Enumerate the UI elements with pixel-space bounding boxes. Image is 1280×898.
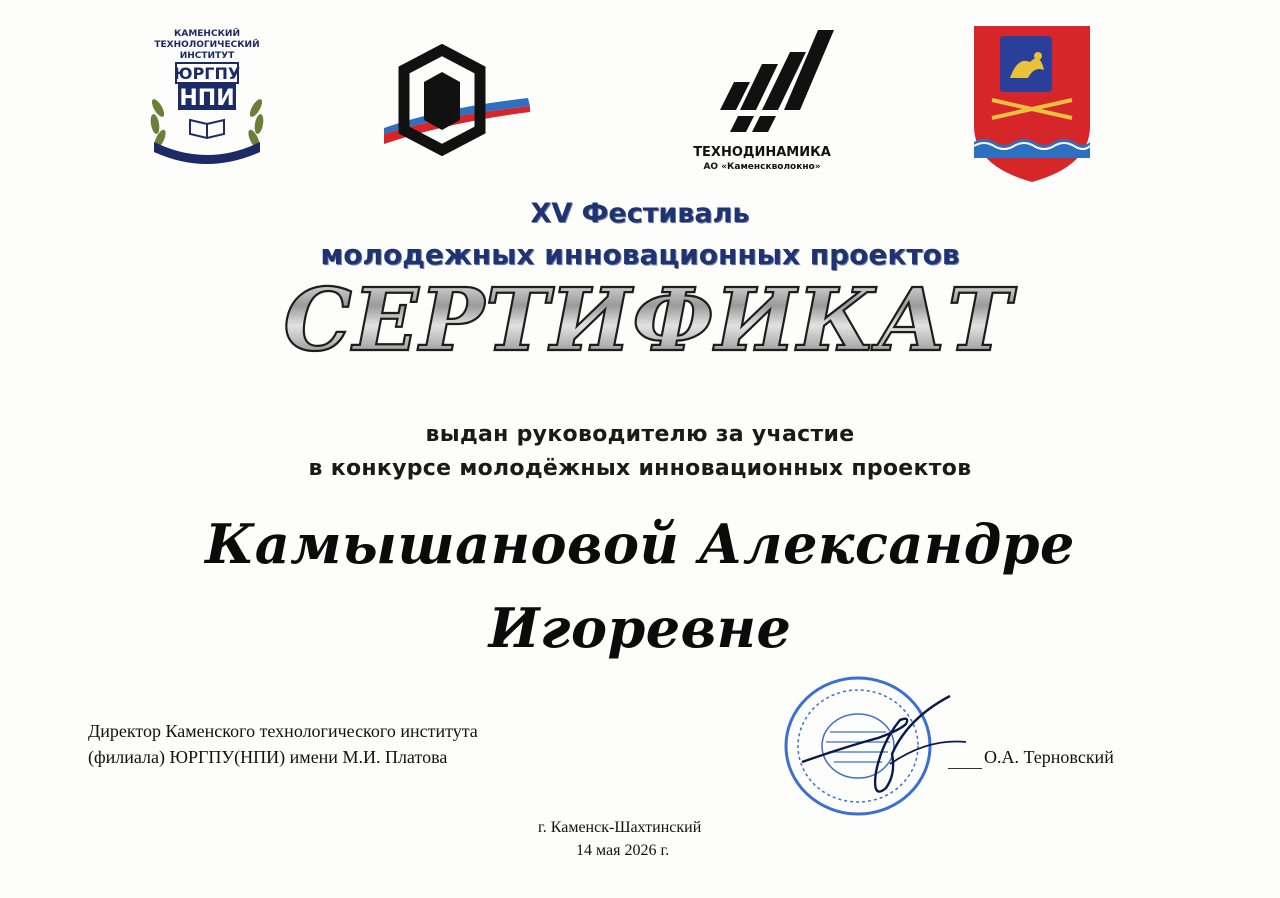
institute-logo-line5: НПИ xyxy=(179,86,235,111)
technodinamika-stripes-icon xyxy=(684,24,844,174)
signature-line xyxy=(948,768,982,769)
place: г. Каменск-Шахтинский xyxy=(538,819,702,836)
recipient-name-line2: Игоревне xyxy=(488,596,792,660)
ktii-yurgpu-npi-emblem-icon xyxy=(146,26,268,166)
technodinamika-subtitle: АО «Каменскволокно» xyxy=(703,162,821,172)
institute-logo-line3: ИНСТИТУТ xyxy=(179,51,235,61)
date: 14 мая 2026 г. xyxy=(576,842,670,859)
institute-logo-line2: ТЕХНОЛОГИЧЕСКИЙ xyxy=(154,40,260,50)
festival-title-line1: XV Фестиваль xyxy=(530,198,750,229)
kamensk-coat-of-arms-icon xyxy=(972,26,1092,186)
institute-logo-line1: КАМЕНСКИЙ xyxy=(174,29,240,39)
technodinamika-name: ТЕХНОДИНАМИКА xyxy=(693,145,831,160)
signatory-position-line1: Директор Каменского технологического института xyxy=(88,721,478,741)
certificate-title-text: СЕРТИФИКАТ xyxy=(283,270,1013,368)
signatory-position-line2: (филиала) ЮРГПУ(НПИ) имени М.И. Платова xyxy=(88,747,448,767)
issued-line2: в конкурсе молодёжных инновационных проектов xyxy=(308,456,972,481)
recipient-name-line1: Камышановой Александре xyxy=(205,512,1075,576)
institute-logo-line4: ЮРГПУ xyxy=(173,64,241,83)
signatory-name: О.А. Терновский xyxy=(984,747,1114,767)
issued-line1: выдан руководителю за участие xyxy=(425,422,855,447)
festival-title-line2: молодежных инновационных проектов xyxy=(320,238,960,271)
official-stamp-icon xyxy=(778,668,968,828)
hexagon-flag-emblem-icon xyxy=(380,44,532,156)
certificate-title xyxy=(0,268,1280,368)
